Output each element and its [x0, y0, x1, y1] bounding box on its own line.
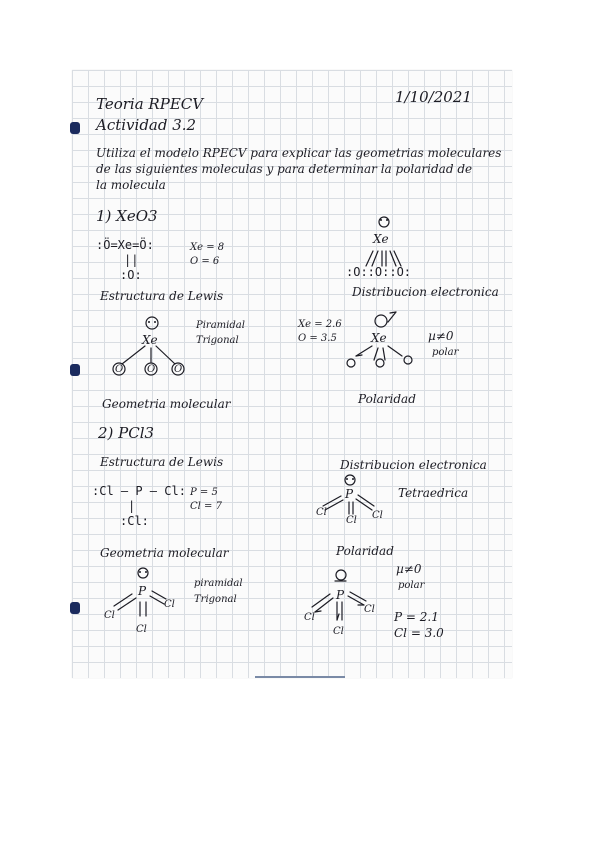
pcl3-center-atom: P: [345, 487, 354, 501]
pcl3-ligand: Cl: [372, 510, 383, 521]
xeo3-center-atom: Xe: [373, 232, 389, 246]
pcl3-ligand: Cl: [316, 507, 327, 518]
electronegativity-value: Cl = 3.0: [394, 626, 444, 640]
dipole-result: µ≠0: [396, 562, 422, 576]
valence-value: O = 6: [190, 256, 220, 267]
electron-distribution-label: Distribucion electronica: [340, 458, 487, 472]
valence-value: Xe = 8: [190, 242, 225, 253]
lewis-label: Estructura de Lewis: [100, 289, 224, 303]
electronegativity-value: Xe = 2.6: [298, 319, 342, 330]
subject-title: Teoria RPECV: [96, 95, 204, 113]
pcl3-polarity-ligand: Cl: [304, 612, 315, 623]
pcl3-geometry-ligand: Cl: [104, 610, 115, 621]
dipole-result: µ≠0: [428, 329, 454, 343]
shape-label: Trigonal: [196, 335, 239, 346]
polarity-label: Polaridad: [358, 392, 416, 406]
date: 1/10/2021: [395, 88, 472, 106]
lewis-row: :Cl:: [120, 514, 149, 528]
xeo3-polarity-center: Xe: [371, 331, 387, 345]
valence-value: P = 5: [190, 487, 218, 498]
dipole-result: polar: [398, 580, 425, 591]
bottom-divider: [255, 676, 345, 678]
lewis-bond: |: [128, 499, 136, 513]
xeo3-geometry-center: Xe: [142, 333, 158, 347]
lewis-row: :Ö=Xe=Ö:: [96, 238, 154, 252]
pcl3-geometry-ligand: Cl: [136, 624, 147, 635]
valence-value: Cl = 7: [190, 501, 222, 512]
pcl3-ligand: Cl: [346, 515, 357, 526]
shape-label: Tetraedrica: [398, 486, 469, 500]
instruction-line: Utiliza el modelo RPECV para explicar las geometrias moleculares: [96, 146, 502, 160]
geometry-label: Geometria molecular: [102, 397, 231, 411]
instruction-line: la molecula: [96, 178, 166, 192]
pcl3-polarity-center: P: [336, 588, 345, 602]
pcl3-geometry-center: P: [138, 584, 147, 598]
xeo3-outer-atoms: :O::O::O:: [346, 265, 412, 279]
shape-label: piramidal: [194, 578, 243, 589]
lewis-bond: ||: [124, 253, 139, 267]
electron-distribution-label: Distribucion electronica: [352, 285, 499, 299]
activity-title: Actividad 3.2: [96, 116, 197, 134]
lewis-label: Estructura de Lewis: [100, 455, 224, 469]
xeo3-geometry-ligand: O: [147, 364, 156, 375]
xeo3-geometry-ligand: O: [174, 364, 183, 375]
xeo3-geometry-ligand: O: [115, 364, 124, 375]
electronegativity-value: O = 3.5: [298, 333, 337, 344]
lewis-row: :O:: [120, 268, 142, 282]
shape-label: Trigonal: [194, 594, 237, 605]
lewis-row: :Cl – P – Cl:: [92, 484, 186, 498]
geometry-label: Geometria molecular: [100, 546, 229, 560]
polarity-label: Polaridad: [336, 544, 394, 558]
electronegativity-value: P = 2.1: [394, 610, 439, 624]
pcl3-polarity-ligand: Cl: [364, 604, 375, 615]
instruction-line: de las siguientes moleculas y para determinar la polaridad de: [96, 162, 473, 176]
part1-heading: 1) XeO3: [96, 207, 158, 225]
pcl3-polarity-ligand: Cl: [333, 626, 344, 637]
dipole-result: polar: [432, 347, 459, 358]
shape-label: Piramidal: [196, 320, 245, 331]
part2-heading: 2) PCl3: [98, 424, 155, 442]
pcl3-geometry-ligand: Cl: [164, 599, 175, 610]
